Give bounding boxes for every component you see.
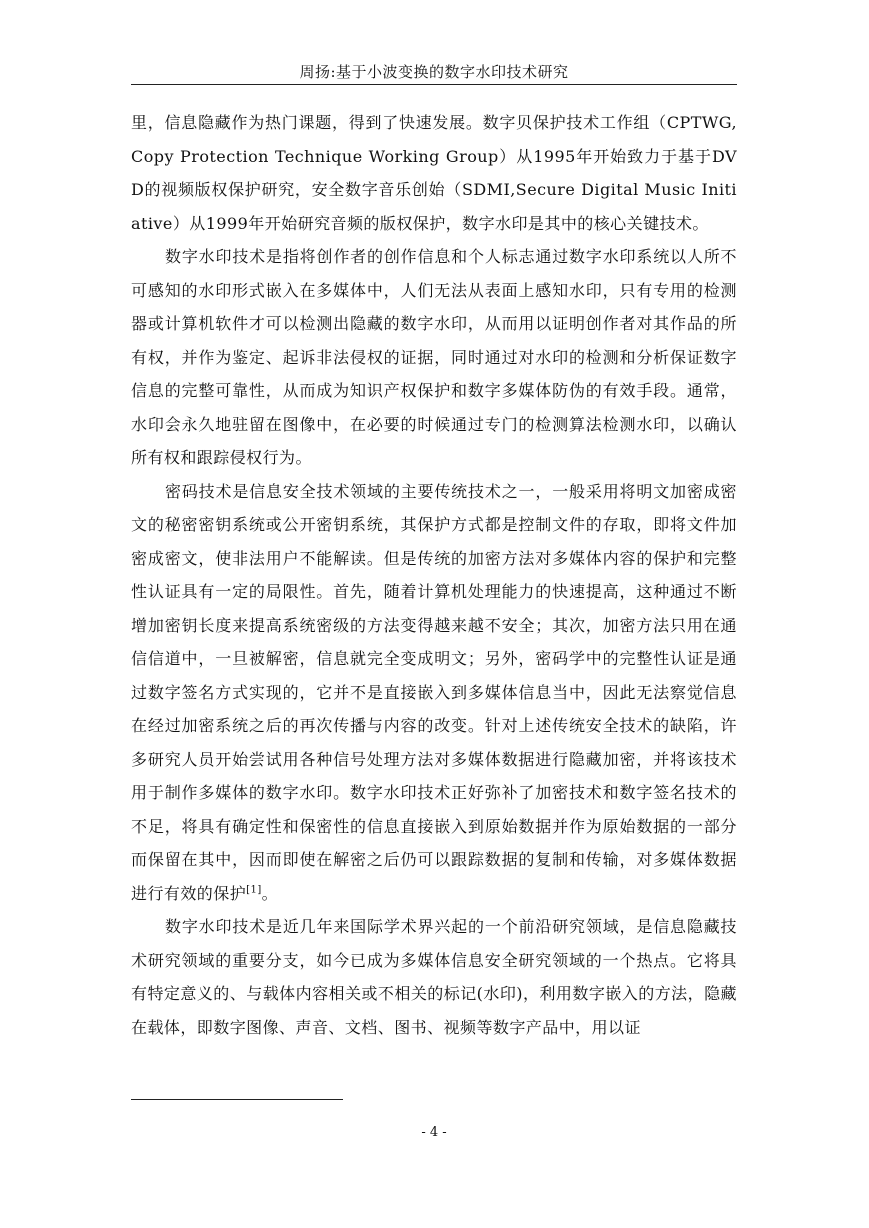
paragraph-cryptography xyxy=(131,475,737,911)
header-rule xyxy=(131,84,737,85)
paragraph-watermark-definition: 数字水印技术是指将创作者的创作信息和个人标志通过数字水印系统以人所不可感知的水印形式嵌入在多媒体中，人们无法从表面上感知水印，只有专用的检测器或计算机软件才可以检测出隐藏的数字水印，从而用以证明创作者对其作品的所有权，并作为鉴定、起诉非法侵权的证据，同时通过对水印的检测和分析保证数字信息的完整可靠性，从而成为知识产权保护和数字多媒体防伪的有效手段。通常，水印会永久地驻留在图像中，在必要的时候通过专门的检测算法检测水印，以确认所有权和跟踪侵权行为。 xyxy=(131,247,737,467)
paragraph-cryptography-tail: 。 xyxy=(261,883,279,903)
body-text xyxy=(131,106,737,1044)
running-header: 周扬:基于小波变换的数字水印技术研究 xyxy=(299,63,569,81)
paragraph-cryptography-text: 密码技术是信息安全技术领域的主要传统技术之一，一般采用将明文加密成密文的秘密密钥系统或公开密钥系统，其保护方式都是控制文件的存取，即将文件加密成密文，使非法用户不能解读。但是传统的加密方法对多媒体内容的保护和完整性认证具有一定的局限性。首先，随着计算机处理能力的快速提高，这种通过不断增加密钥长度来提高系统密级的方法变得越来越不安全；其次，加密方法只用在通信信道中，一旦被解密，信息就完全变成明文；另外，密码学中的完整性认证是通过数字签名方式实现的，它并不是直接嵌入到多媒体信息当中，因此无法察觉信息在经过加密系统之后的再次传播与内容的改变。针对上述传统安全技术的缺陷，许多研究人员开始尝试用各种信号处理方法对多媒体数据进行隐藏加密，并将该技术用于制作多媒体的数字水印。数字水印技术正好弥补了加密技术和数字签名技术的不足，将具有确定性和保密性的信息直接嵌入到原始数据并作为原始数据的一部分而保留在其中，因而即使在解密之后仍可以跟踪数据的复制和传输，对多媒体数据进行有效的保护 xyxy=(131,481,737,903)
paragraph-continuation: 里，信息隐藏作为热门课题，得到了快速发展。数字贝保护技术工作组（CPTWG,Copy Protection Technique Working Group）从1995年开始致力于基于DVD的视频版权保护研究，安全数字音乐创始（SDMI,Secure Digital Music Initiative）从1999年开始研究音频的版权保护，数字水印是其中的核心关键技术。 xyxy=(131,113,737,233)
footnote-rule xyxy=(131,1099,343,1100)
paragraph-research-field: 数字水印技术是近几年来国际学术界兴起的一个前沿研究领域，是信息隐藏技术研究领域的重要分支，如今已成为多媒体信息安全研究领域的一个热点。它将具有特定意义的、与载体内容相关或不相关的标记(水印)，利用数字嵌入的方法，隐藏在载体，即数字图像、声音、文档、图书、视频等数字产品中，用以证 xyxy=(131,917,737,1037)
citation-ref-1: [1] xyxy=(246,884,262,896)
page-number: - 4 - xyxy=(421,1125,447,1140)
